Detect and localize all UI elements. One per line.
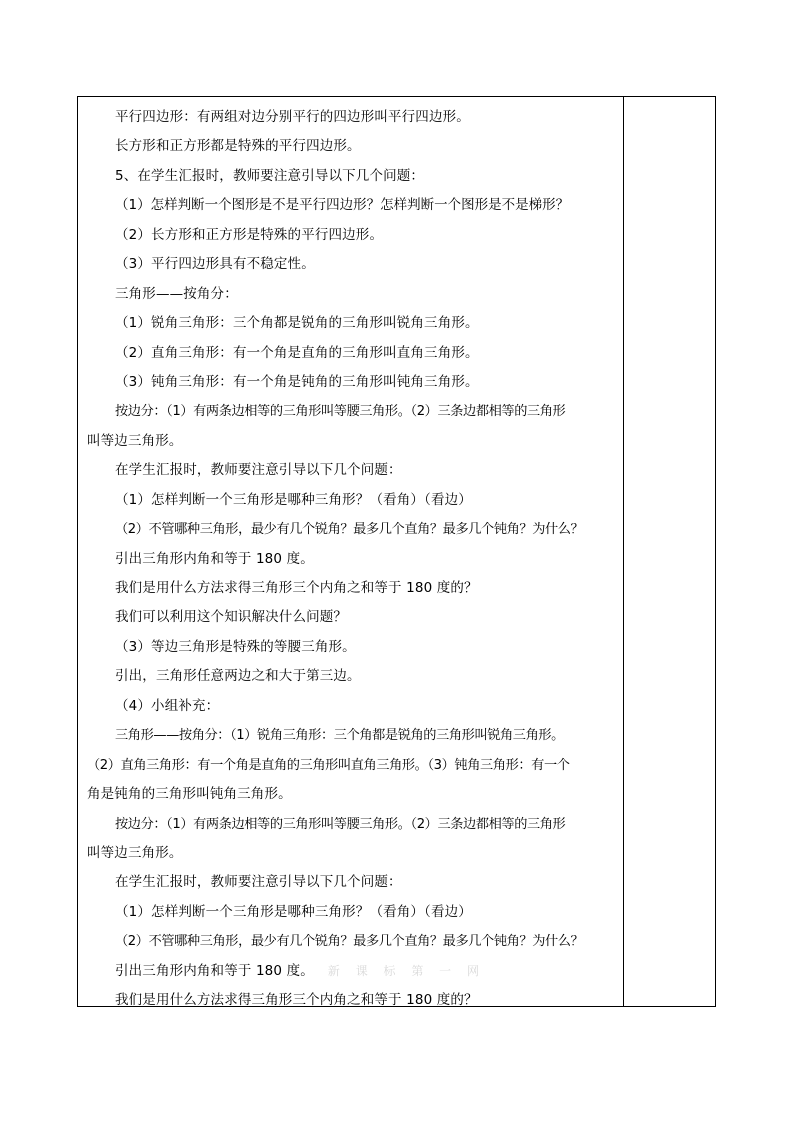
text-line: （3）等边三角形是特殊的等腰三角形。 [115, 638, 356, 655]
text-line: 引出，三角形任意两边之和大于第三边。 [115, 668, 361, 685]
lesson-content-cell [78, 103, 623, 1016]
text-line: 我们是用什么方法求得三角形三个内角之和等于 180 度的？ [115, 580, 478, 596]
text-line: （3）平行四边形具有不稳定性。 [115, 256, 315, 273]
text-line: （4）小组补充： [115, 697, 220, 714]
text-line: （2）直角三角形：有一个角是直角的三角形叫直角三角形。 [115, 344, 479, 361]
text-line-content: 引出三角形内角和等于 180 度。 [115, 962, 314, 979]
text-line: （3）钝角三角形：有一个角是钝角的三角形叫钝角三角形。 [115, 373, 479, 390]
watermark-text: 新 课 标 第 一 网 [327, 963, 485, 978]
text-line: （1）怎样判断一个图形是不是平行四边形？怎样判断一个图形是不是梯形？ [115, 197, 570, 214]
notes-cell [624, 97, 715, 1006]
text-line: 长方形和正方形都是特殊的平行四边形。 [115, 138, 361, 155]
text-line: 按边分：（1）有两条边相等的三角形叫等腰三角形。（2）三条边都相等的三角形 [115, 404, 566, 420]
text-line: 引出三角形内角和等于 180 度。 [115, 550, 314, 567]
text-line: 按边分：（1）有两条边相等的三角形叫等腰三角形。（2）三条边都相等的三角形 [115, 816, 566, 832]
text-line: （1）怎样判断一个三角形是哪种三角形？（看角）（看边） [115, 491, 472, 508]
text-line: （1）锐角三角形：三个角都是锐角的三角形叫锐角三角形。 [115, 315, 479, 332]
text-line: 角是钝角的三角形叫钝角三角形。 [87, 786, 292, 803]
text-line: 我们可以利用这个知识解决什么问题？ [115, 609, 348, 626]
text-line [78, 957, 623, 986]
text-line: 我们是用什么方法求得三角形三个内角之和等于 180 度的？ [115, 992, 478, 1009]
text-line: 三角形——按角分： [115, 285, 238, 302]
text-line: 叫等边三角形。 [87, 844, 183, 861]
text-line: 在学生汇报时，教师要注意引导以下几个问题： [115, 462, 402, 479]
text-line: （2）长方形和正方形是特殊的平行四边形。 [115, 226, 384, 243]
text-line: （2）直角三角形：有一个角是直角的三角形叫直角三角形。（3）钝角三角形：有一个 [87, 757, 570, 773]
text-line: （2）不管哪种三角形，最少有几个锐角？最多几个直角？最多几个钝角？为什么？ [115, 934, 584, 950]
text-line: 平行四边形：有两组对边分别平行的四边形叫平行四边形。 [115, 109, 470, 125]
text-line: 三角形——按角分：（1）锐角三角形：三个角都是锐角的三角形叫锐角三角形。 [115, 728, 564, 744]
lesson-table [77, 96, 716, 1007]
text-line: 叫等边三角形。 [87, 432, 183, 449]
text-line: 5、在学生汇报时，教师要注意引导以下几个问题： [115, 167, 425, 184]
text-line: 在学生汇报时，教师要注意引导以下几个问题： [115, 874, 402, 891]
text-line: （2）不管哪种三角形，最少有几个锐角？最多几个直角？最多几个钝角？为什么？ [115, 522, 584, 538]
text-line: （1）怎样判断一个三角形是哪种三角形？（看角）（看边） [115, 903, 472, 920]
